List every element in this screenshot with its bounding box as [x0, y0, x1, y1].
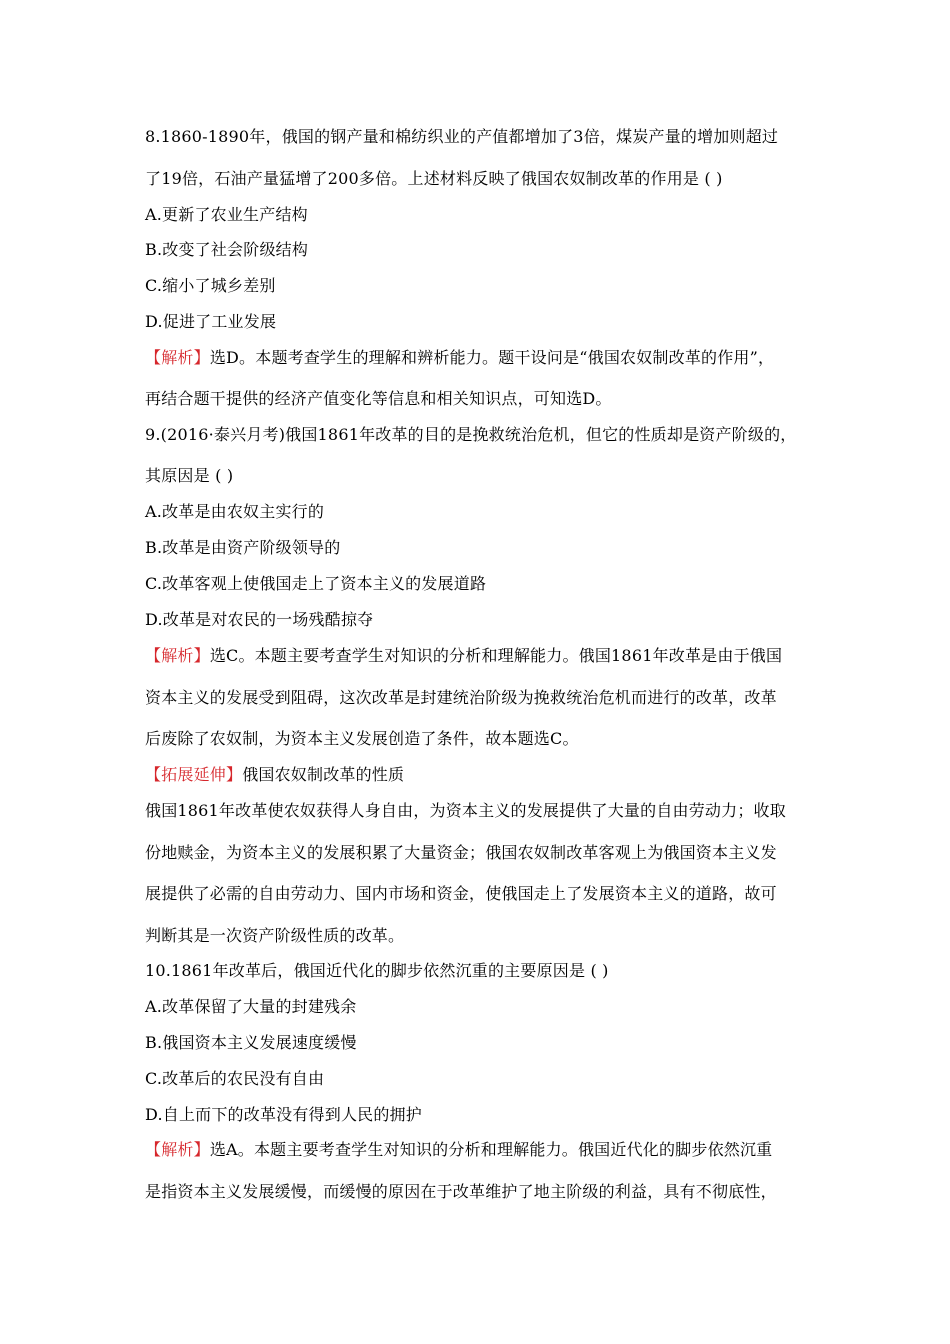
q9-option-b: B.改革是由资产阶级领导的 [145, 538, 341, 557]
q9-analysis-line1 [145, 646, 782, 666]
q9-option-a: A.改革是由农奴主实行的 [145, 502, 325, 521]
q8-option-c: C.缩小了城乡差别 [145, 276, 276, 295]
analysis-text: 选D。本题考查学生的理解和辨析能力。题干设问是“俄国农奴制改革的作用”， [209, 348, 775, 367]
q8-option-d: D.促进了工业发展 [145, 312, 277, 331]
q8-option-b: B.改变了社会阶级结构 [145, 240, 309, 259]
q10-option-d: D.自上而下的改革没有得到人民的拥护 [145, 1105, 422, 1124]
extension-tag: 【拓展延伸】 [145, 765, 243, 784]
q10-option-a: A.改革保留了大量的封建残余 [145, 997, 357, 1016]
analysis-tag: 【解析】 [145, 348, 210, 367]
q10-analysis-line1 [145, 1140, 772, 1160]
q10-stem-line1: 10.1861年改革后，俄国近代化的脚步依然沉重的主要原因是 ( ) [145, 961, 609, 980]
q8-stem-line1: 8.1860-1890年，俄国的钢产量和棉纺织业的产值都增加了3倍，煤炭产量的增加则超过 [145, 127, 779, 146]
analysis-text: 选C。本题主要考查学生对知识的分析和理解能力。俄国1861年改革是由于俄国 [209, 646, 783, 665]
q9-extension-line1: 俄国1861年改革使农奴获得人身自由，为资本主义的发展提供了大量的自由劳动力；收取 [145, 801, 786, 820]
q9-stem-line1: 9.(2016·泰兴月考)俄国1861年改革的目的是挽救统治危机，但它的性质却是资产阶级的， [145, 425, 797, 444]
q8-option-a: A.更新了农业生产结构 [145, 205, 308, 224]
q9-analysis-line3: 后废除了农奴制，为资本主义发展创造了条件，故本题选C。 [145, 729, 579, 748]
q9-extension-heading [145, 765, 404, 785]
q9-extension-line2: 份地赎金，为资本主义的发展积累了大量资金；俄国农奴制改革客观上为俄国资本主义发 [145, 843, 777, 862]
q9-extension-line3: 展提供了必需的自由劳动力、国内市场和资金，使俄国走上了发展资本主义的道路，故可 [145, 884, 777, 903]
q8-analysis-line1 [145, 348, 774, 368]
analysis-text: 选A。本题主要考查学生对知识的分析和理解能力。俄国近代化的脚步依然沉重 [209, 1140, 773, 1159]
q9-extension-line4: 判断其是一次资产阶级性质的改革。 [145, 926, 405, 945]
q9-option-d: D.改革是对农民的一场残酷掠夺 [145, 610, 374, 629]
q9-analysis-line2: 资本主义的发展受到阻碍，这次改革是封建统治阶级为挽救统治危机而进行的改革，改革 [145, 688, 777, 707]
q9-stem-line2: 其原因是 ( ) [145, 466, 234, 485]
extension-title: 俄国农奴制改革的性质 [242, 765, 405, 784]
q8-analysis-line2: 再结合题干提供的经济产值变化等信息和相关知识点，可知选D。 [145, 389, 612, 408]
analysis-tag: 【解析】 [145, 1140, 210, 1159]
q10-analysis-line2: 是指资本主义发展缓慢，而缓慢的原因在于改革维护了地主阶级的利益，具有不彻底性， [145, 1182, 777, 1201]
q10-option-b: B.俄国资本主义发展速度缓慢 [145, 1033, 357, 1052]
q10-option-c: C.改革后的农民没有自由 [145, 1069, 325, 1088]
analysis-tag: 【解析】 [145, 646, 210, 665]
q9-option-c: C.改革客观上使俄国走上了资本主义的发展道路 [145, 574, 487, 593]
q8-stem-line2: 了19倍，石油产量猛增了200多倍。上述材料反映了俄国农奴制改革的作用是 ( ) [145, 169, 723, 188]
